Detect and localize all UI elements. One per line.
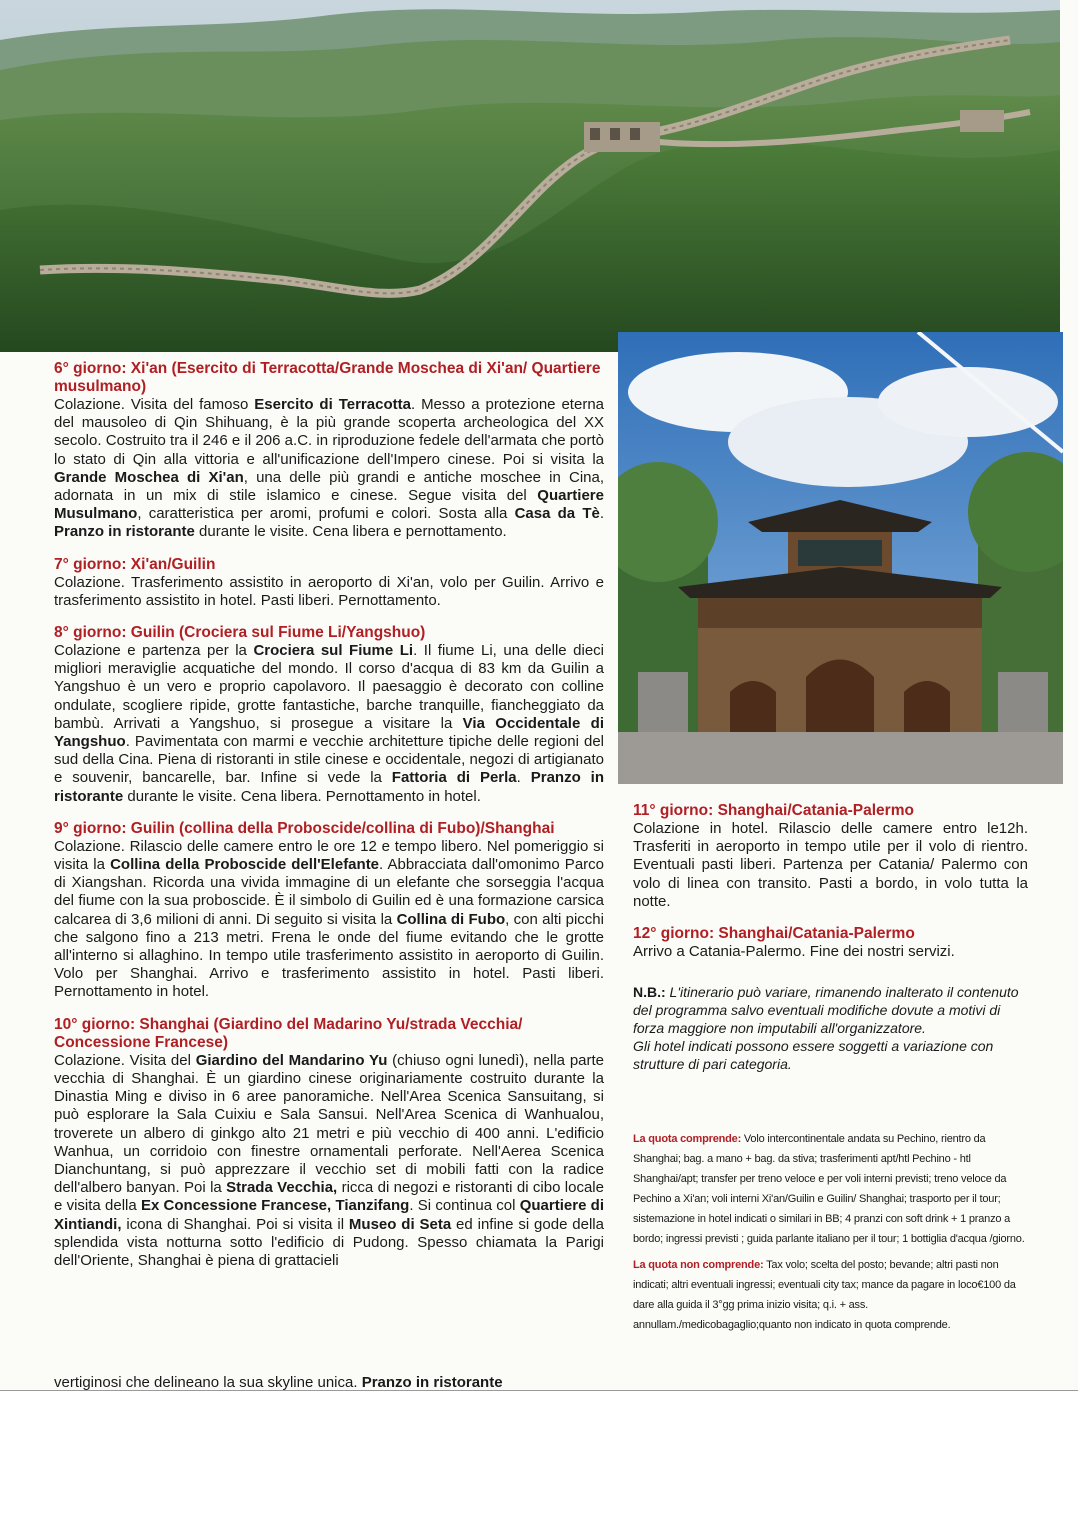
quota-comprende-label: La quota comprende: [633, 1133, 742, 1146]
body-text: vertiginosi che delineano la sua skyline unica. [54, 1374, 362, 1390]
body-text: durante le visite. Cena libera. Pernottamento in hotel. [123, 787, 481, 805]
body-text: , una delle più grandi e antiche moschee in Cina, adornata in un mix di stile islamico e cinese. Segue visita del [54, 468, 605, 505]
body-text: Colazione. Visita del famoso [54, 396, 255, 413]
body-text: Colazione e partenza per la [54, 642, 254, 660]
blank-area [0, 1390, 1078, 1537]
day-8-title: 8° giorno: Guilin (Crociera sul Fiume Li/Yangshuo) [54, 624, 426, 642]
highlight-text: Strada Vecchia, [226, 1179, 338, 1197]
itinerary-left-column [54, 360, 604, 1284]
body-text: ricca di negozi e ristoranti di cibo locale e visita della [54, 1179, 604, 1215]
day-11-section [633, 802, 1028, 911]
day-6-section [54, 360, 604, 542]
day-10-section [54, 1016, 604, 1270]
highlight-text: Grande Moschea di Xi'an [54, 468, 244, 486]
day-7-title: 7° giorno: Xi'an/Guilin [54, 555, 216, 573]
highlight-text: Pranzo in ristorante [54, 523, 195, 541]
body-text: Colazione. Visita del [54, 1051, 196, 1069]
itinerary-right-column [633, 802, 1028, 1341]
day-9-section [54, 820, 604, 1002]
highlight-text: Collina della Proboscide dell'Elefante [110, 856, 380, 874]
day-7-section [54, 556, 604, 610]
day-8-section [54, 624, 604, 806]
quota-non-comprende-label: La quota non comprende: [633, 1259, 764, 1272]
highlight-text: Collina di Fubo [396, 910, 506, 928]
body-text: . Il fiume Li, una delle dieci migliori meraviglie acquatiche del mondo. Il corso d'acqua di 83 km da Guilin a Yangshuo è un vero e proprio capolavoro. Il paesaggio è decorato con colline ondulate, scogliere ripide, grotte fantastiche, barche tranquille, fiancheggiato da bambù. Arrivati a Yangshuo, si prosegue a visitare la [54, 642, 605, 732]
body-text: icona di Shanghai. Poi si visita il [121, 1215, 349, 1233]
body-text: , caratteristica per aromi, profumi e colori. Sosta alla [137, 505, 515, 523]
quota-comprende-text: Volo intercontinentale andata su Pechino, rientro da Shanghai; bag. a mano + bag. da stiva; trasferimenti apt/htl Pechino - htl Shanghai/apt; transfer per treno veloce e per voli interni previsti; treno veloce da Pechino a Xi'an; voli interni Xi'an/Guilin e Guilin/ Shanghai; trasporto per il tour; sistemazione in hotel indicati o similari in BB; 4 pranzi con soft drink + 1 pranzo a bordo; ingressi previsti ; guida parlante italiano per il tour; 1 bottiglia d'acqua /giorno. [633, 1133, 1025, 1246]
great-wall-photo [0, 0, 1060, 352]
day-11-body [633, 820, 1028, 911]
body-text: Colazione. Rilascio delle camere entro le ore 12 e tempo libero. Nel pomeriggio si visita la [54, 837, 604, 874]
body-text: Colazione in hotel. Rilascio delle camere entro le12h. Trasferiti in aeroporto in tempo utile per il volo di rientro. Eventuali pasti liberi. Partenza per Catania/ Palermo con volo di linea con transito. Pasti a bordo, in volo tutta la notte. [633, 820, 1028, 910]
day-10-title: 10° giorno: Shanghai (Giardino del Madarino Yu/strada Vecchia/ Concessione Francese) [54, 1015, 523, 1051]
highlight-text: Esercito di Terracotta [254, 396, 411, 413]
highlight-text: Quartiere Musulmano [54, 487, 604, 523]
day-12-body [633, 943, 1028, 961]
highlight-text: Giardino del Mandarino Yu [195, 1051, 388, 1069]
highlight-text: Crociera sul Fiume Li [253, 642, 414, 660]
body-text: . Pavimentata con marmi e vecchie architetture tipiche delle regioni del sud della Cina. Piena di ristoranti in stile cinese e occidentale, negozi di artigianato e souvenir, bancarelle, bar. Infine si vede la [54, 733, 604, 787]
temple-gate-photo [618, 332, 1063, 784]
day-9-title: 9° giorno: Guilin (collina della Proboscide/collina di Fubo)/Shanghai [54, 819, 555, 837]
cut-off-line [54, 1374, 610, 1390]
body-text: Colazione. Trasferimento assistito in aeroporto di Xi'an, volo per Guilin. Arrivo e trasferimento assistito in hotel. Pasti liberi. Pernottamento. [54, 573, 604, 609]
day-6-body [54, 396, 604, 542]
quota-comprende [633, 1129, 1028, 1249]
day-10-body [54, 1052, 604, 1270]
highlight-text: Pranzo in ristorante [361, 1374, 503, 1390]
body-text: durante le visite. Cena libera e pernottamento. [194, 523, 507, 541]
highlight-text: Pranzo in ristorante [54, 769, 604, 805]
body-text: . [516, 769, 531, 787]
body-text: . Si continua col [409, 1197, 520, 1215]
highlight-text: Via Occidentale di Yangshuo [54, 714, 604, 751]
day-12-title: 12° giorno: Shanghai/Catania-Palermo [633, 925, 915, 943]
body-text: . Messo a protezione eterna del mausoleo di Qin Shihuang, è la più grande scoperta archeologica del XX secolo. Costruito tra il 246 e il 206 a.C. in riproduzione fedele dell'armata che portò lo stato di Qin alla vittoria e all'unificazione dell'Impero cinese. Poi si visita la [54, 396, 604, 468]
nb-text-hotels: Gli hotel indicati possono essere soggetti a variazione con strutture di pari categoria. [633, 1038, 994, 1073]
day-11-title: 11° giorno: Shanghai/Catania-Palermo [633, 802, 914, 819]
day-6-title: 6° giorno: Xi'an (Esercito di Terracotta/Grande Moschea di Xi'an/ Quartiere musulmano) [54, 360, 601, 395]
body-text: , con alti picchi che salgono fino a 213 metri. Frena le onde del fiume evitando che le grotte all'interno si allaghino. In tempo utile trasferimento assistito in aeroporto di Guilin. Volo per Shanghai. Arrivo e trasferimento assistito in hotel. Pasti liberi. Pernottamento in hotel. [54, 910, 604, 1001]
day-9-body [54, 838, 604, 1002]
nb-text: L'itinerario può variare, rimanendo inalterato il contenuto del programma salvo eventuali modifiche dovute a motivi di forza maggiore non imputabili all'organizzatore. [633, 984, 1019, 1037]
body-text: . [599, 505, 604, 523]
quota-non-comprende-text: Tax volo; scelta del posto; bevande; altri pasti non indicati; altri eventuali ingressi; eventuali city tax; mance da pagare in loco€100 da dare alla guida il 3°gg prima inizio visita; q.i. + ass. annullam./medicobagaglio;quanto non indicato in quota comprende. [633, 1259, 1016, 1332]
body-text: (chiuso ogni lunedì), nella parte vecchia di Shanghai. È un giardino cinese originariamente costruito durante la Dinastia Ming e diviso in 6 aree panoramiche. Nell'Area Scenica Sansuitang, si può esplorare la Sala Cuixiu e Sala Sansui. Nell'Area Scenica di Wanhualou, troverete un albero di ginkgo alto 21 metri e più vecchio di 400 anni. L'edificio Wanhua, un corridoio con finestre ornamentali perforate. Nell'Aerea Scenica Dianchuntang, si può apprezzare il vecchio set di mobili fatti con la radice dell'albero banyan. Poi la [54, 1051, 605, 1197]
body-text: ed infine si gode della splendida vista notturna sotto l'edificio di Pudong. Spesso chiamata la Parigi dell'Oriente, Shanghai è piena di grattacieli [54, 1215, 604, 1269]
day-7-body [54, 574, 604, 610]
body-text: . Abbracciata dall'omonimo Parco di Xiangshan. Ricorda una vivida immagine di un elefante che sorseggia l'acqua del fiume con la sua proboscide. È il simbolo di Guilin ed è una formazione carsica calcarea di 3,6 milioni di anni. Di seguito si visita la [54, 856, 604, 928]
highlight-text: Ex Concessione Francese, Tianzifang [140, 1197, 410, 1215]
nb-label: N.B.: [633, 984, 666, 1001]
day-12-section [633, 925, 1028, 961]
nb-note [633, 983, 1028, 1073]
body-text: Arrivo a Catania-Palermo. Fine dei nostri servizi. [633, 943, 955, 961]
quota-section [633, 1129, 1028, 1335]
highlight-text: Museo di Seta [348, 1215, 452, 1233]
highlight-text: Casa da Tè [514, 505, 600, 523]
highlight-text: Quartiere di Xintiandi, [54, 1197, 604, 1233]
quota-non-comprende [633, 1255, 1028, 1335]
day-8-body [54, 642, 604, 806]
highlight-text: Fattoria di Perla [391, 769, 517, 787]
